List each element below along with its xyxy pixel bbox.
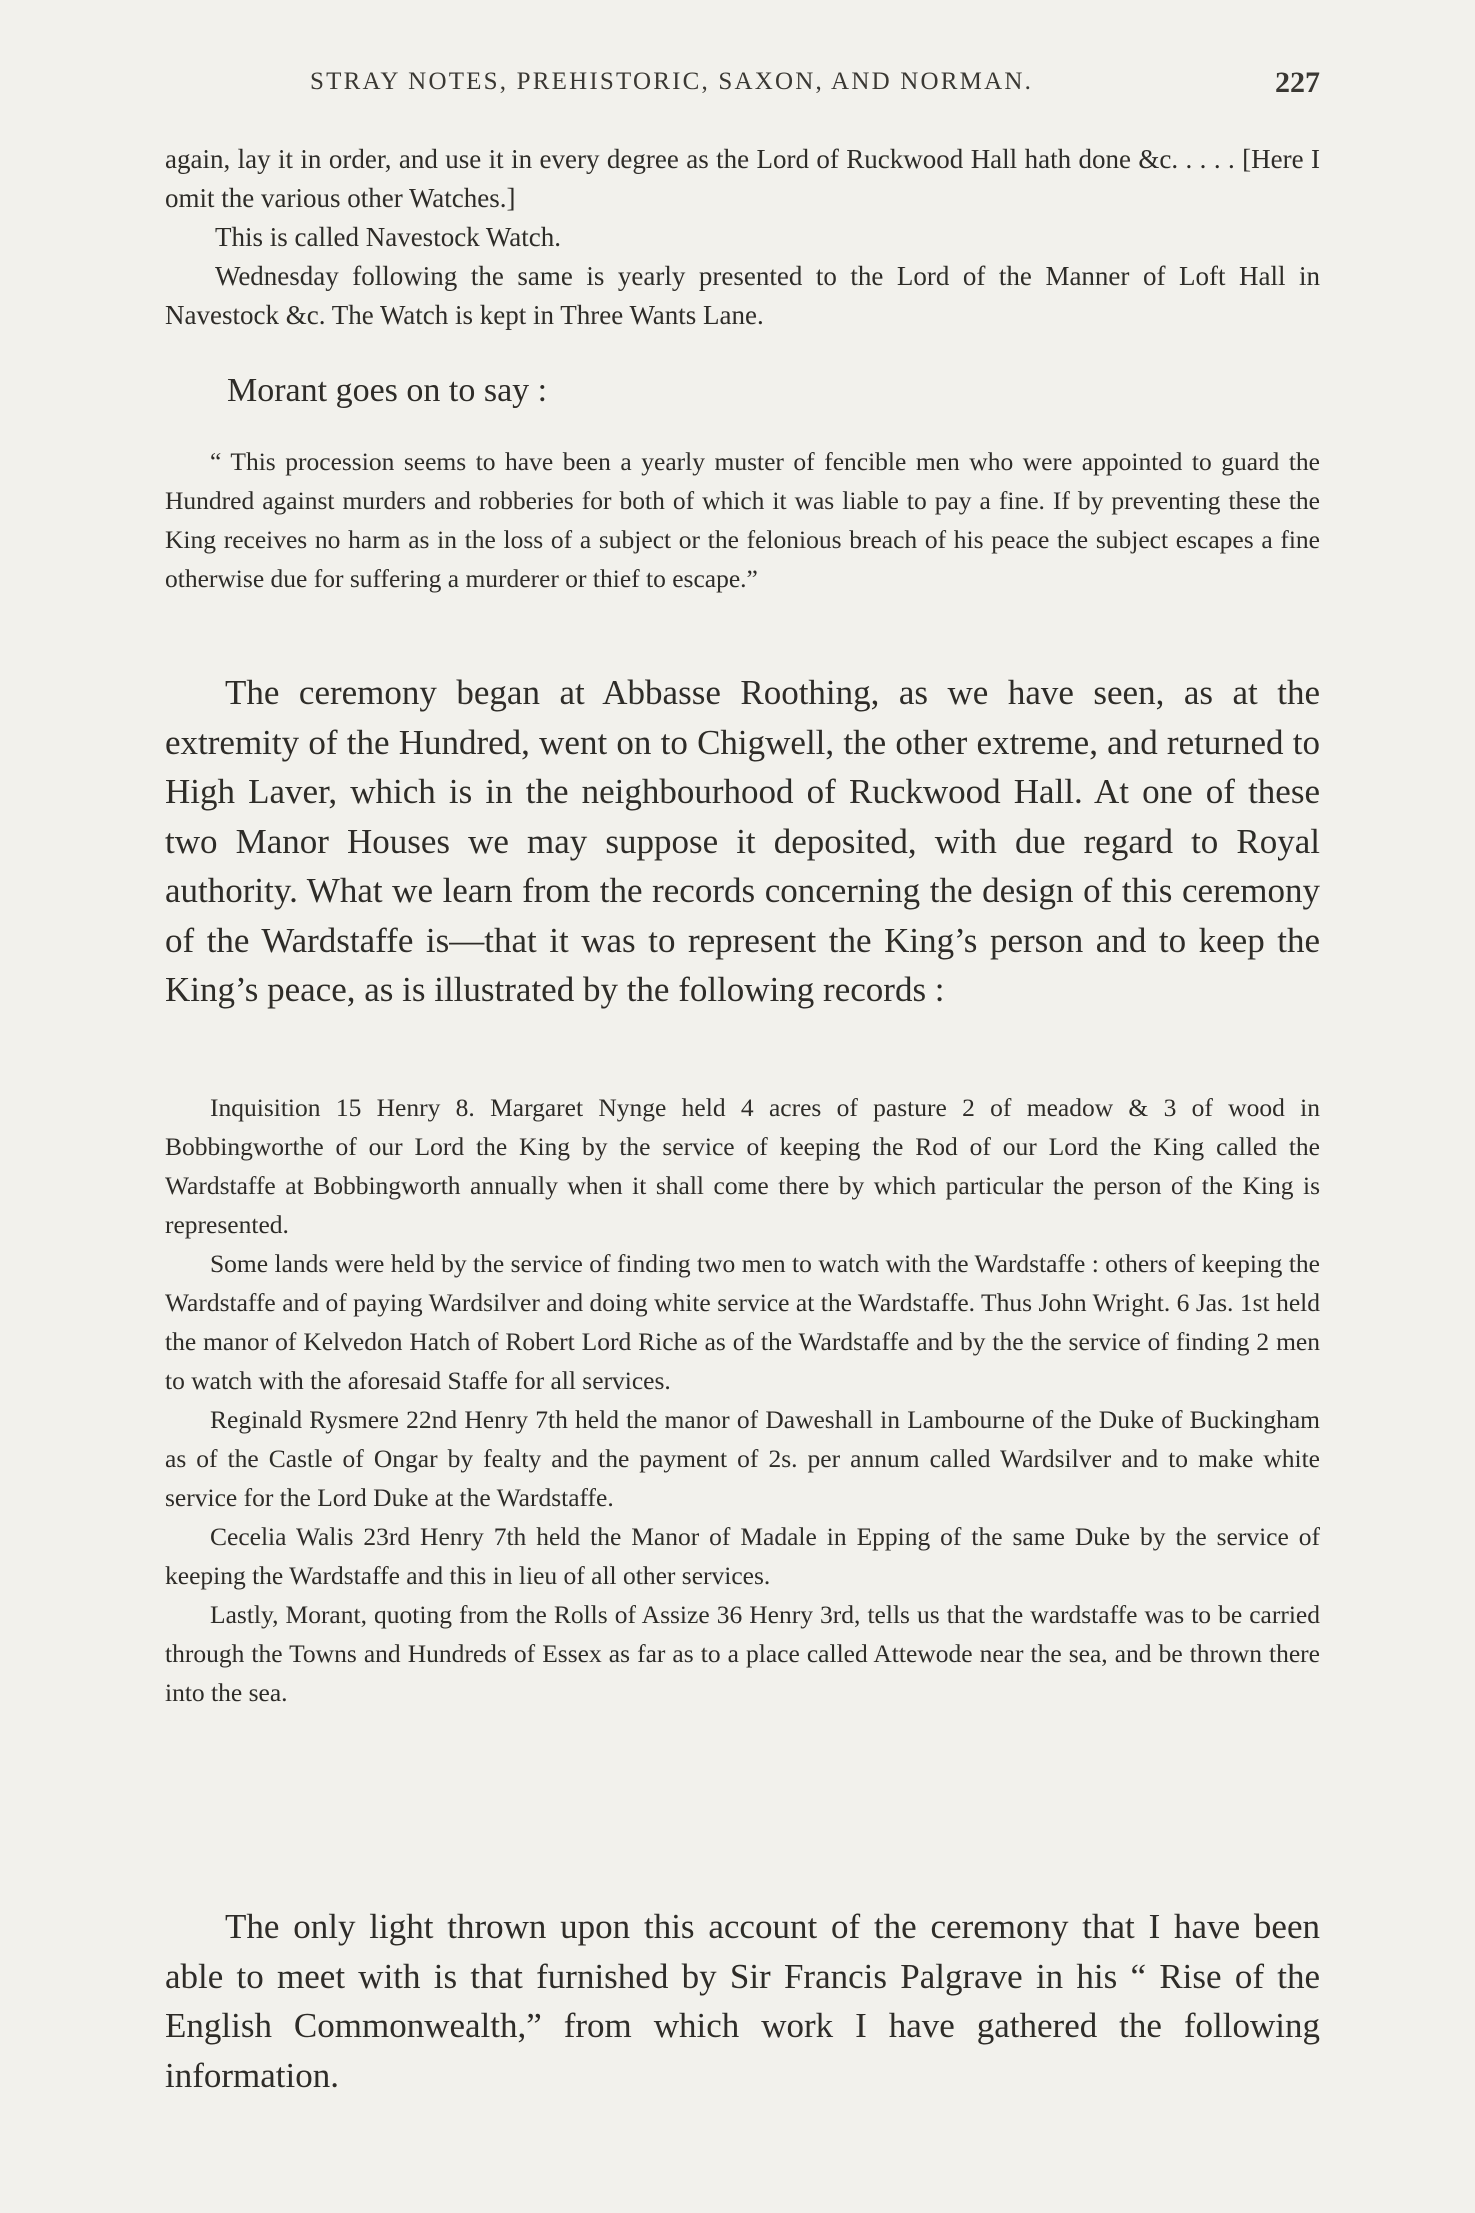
- top-paragraph: This is called Navestock Watch.: [215, 222, 561, 252]
- top-paragraph: again, lay it in order, and use it in every degree as the Lord of Ruckwood Hall hath done &c. . . . . [Here I omit the various other Watches.]: [165, 144, 1320, 213]
- record-entry: Inquisition 15 Henry 8. Margaret Nynge held 4 acres of pasture 2 of meadow & 3 of wood in Bobbingworthe of our Lord the King by the service of keeping the Rod of our Lord the King called the Wardstaffe at Bobbingworth annually when it shall come there by which particular the person of the King is represented.: [165, 1093, 1320, 1239]
- ceremony-paragraph: The ceremony began at Abbasse Roothing, as we have seen, as at the extremity of the Hundred, went on to Chigwell, the other extreme, and returned to High Laver, which is in the neighbourhood of Ruckwood Hall. At one of these two Manor Houses we may suppose it deposited, with due regard to Royal authority. What we learn from the records concerning the design of this ceremony of the Wardstaffe is—that it was to represent the King’s person and to keep the King’s peace, as is illustrated by the following records :: [165, 673, 1320, 1009]
- record-entry: Cecelia Walis 23rd Henry 7th held the Manor of Madale in Epping of the same Duke by the service of keeping the Wardstaffe and this in lieu of all other services.: [165, 1522, 1320, 1590]
- quote-paragraph: “ This procession seems to have been a yearly muster of fencible men who were appointed to guard the Hundred against murders and robberies for both of which it was liable to pay a fine. If by preventing these the King receives no harm as in the loss of a subject or the felonious breach of his peace the subject escapes a fine otherwise due for suffering a murderer or thief to escape.”: [165, 447, 1320, 593]
- final-passage: [165, 1902, 1320, 2100]
- record-entry: Reginald Rysmere 22nd Henry 7th held the manor of Daweshall in Lambourne of the Duke of Buckingham as of the Castle of Ongar by fealty and the payment of 2s. per annum called Wardsilver and to make white service for the Lord Duke at the Wardstaffe.: [165, 1405, 1320, 1512]
- running-title: STRAY NOTES, PREHISTORIC, SAXON, AND NORMAN.: [310, 68, 1034, 95]
- morant-quote: [165, 442, 1320, 598]
- top-paragraph: Wednesday following the same is yearly presented to the Lord of the Manner of Loft Hall in Navestock &c. The Watch is kept in Three Wants Lane.: [165, 261, 1320, 330]
- ceremony-passage: [165, 668, 1320, 1015]
- records-list: [165, 1088, 1320, 1712]
- record-entry: Lastly, Morant, quoting from the Rolls of Assize 36 Henry 3rd, tells us that the wardstaffe was to be carried through the Towns and Hundreds of Essex as far as to a place called Attewode near the sea, and be thrown there into the sea.: [165, 1600, 1320, 1707]
- page-header: [160, 68, 1320, 108]
- morant-intro: Morant goes on to say :: [227, 372, 548, 409]
- final-paragraph: The only light thrown upon this account of the ceremony that I have been able to meet with is that furnished by Sir Francis Palgrave in his “ Rise of the English Commonwealth,” from which work I have gathered the following information.: [165, 1907, 1320, 2095]
- record-entry: Some lands were held by the service of finding two men to watch with the Wardstaffe : others of keeping the Wardstaffe and of paying Wardsilver and doing white service at the Wardstaffe. Thus John Wright. 6 Jas. 1st held the manor of Kelvedon Hatch of Robert Lord Riche as of the Wardstaffe and by the the service of finding 2 men to watch with the aforesaid Staffe for all services.: [165, 1249, 1320, 1395]
- page-number: 227: [1275, 66, 1320, 99]
- top-passage: [165, 140, 1320, 335]
